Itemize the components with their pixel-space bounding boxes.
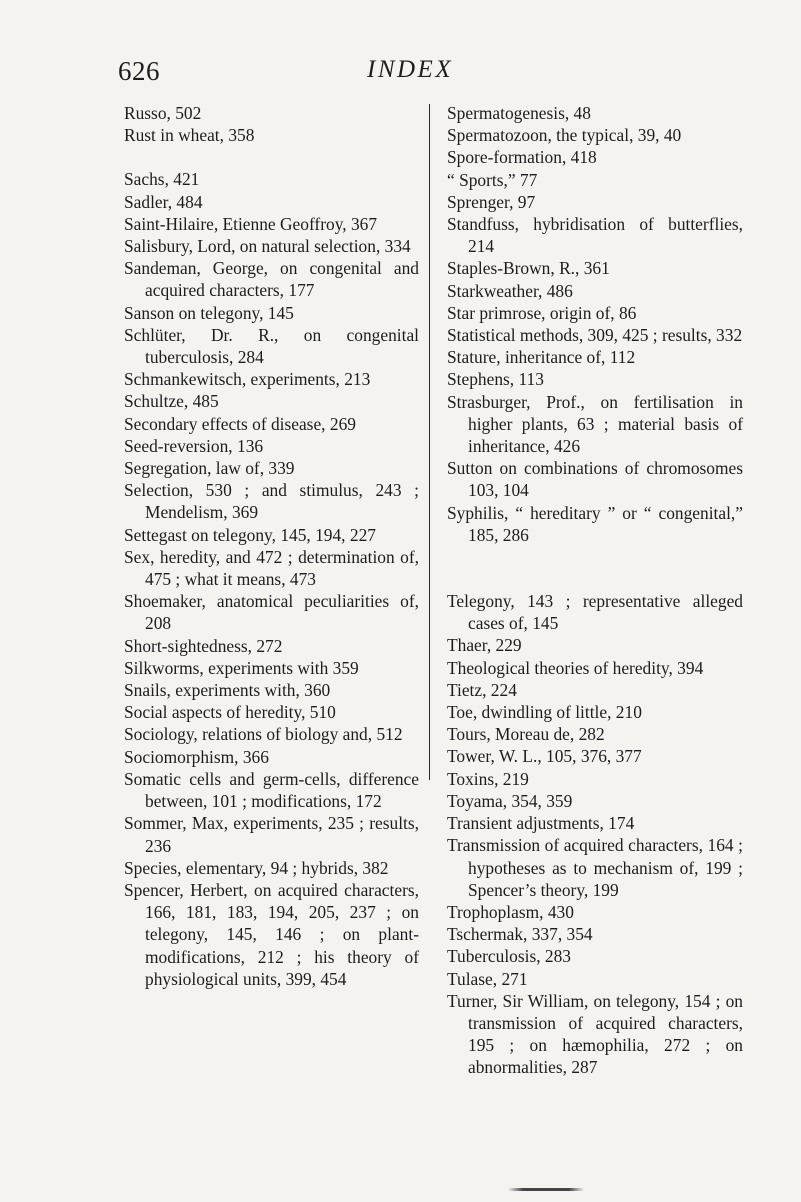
index-entry: Telegony, 143 ; representative alleged cases of, 145: [447, 591, 743, 634]
index-entry: Spermatozoon, the typical, 39, 40: [447, 125, 682, 146]
index-entry: Stephens, 113: [447, 369, 544, 390]
index-entry: Sadler, 484: [124, 191, 203, 212]
index-entry: Somatic cells and germ-cells, difference between, 101 ; modifications, 172: [124, 768, 419, 812]
index-entry: Starkweather, 486: [447, 280, 573, 301]
index-entry: Tulase, 271: [447, 968, 528, 989]
index-entry: Theological theories of heredity, 394: [447, 657, 704, 678]
index-entry: Secondary effects of disease, 269: [124, 413, 356, 434]
index-entry: Sandeman, George, on congenital and acquired characters, 177: [124, 258, 419, 301]
index-entry: Schlüter, Dr. R., on congenital tuberculosis, 284: [124, 324, 419, 368]
index-entry: Selection, 530 ; and stimulus, 243 ; Mendelism, 369: [124, 480, 419, 523]
index-entry: Tschermak, 337, 354: [447, 924, 593, 945]
index-entry: Social aspects of heredity, 510: [124, 702, 336, 723]
index-entry: Sex, heredity, and 472 ; determination of, 475 ; what it means, 473: [124, 546, 419, 590]
index-entry: Species, elementary, 94 ; hybrids, 382: [124, 857, 389, 878]
index-entry: Russo, 502: [124, 103, 202, 123]
index-entry: “ Sports,” 77: [447, 169, 538, 190]
index-entry: Stature, inheritance of, 112: [447, 347, 636, 368]
index-entry: Syphilis, “ hereditary ” or “ congenital,” 185, 286: [447, 502, 743, 545]
index-entry: Settegast on telegony, 145, 194, 227: [124, 524, 376, 545]
index-entry: Spencer, Herbert, on acquired characters, 166, 181, 183, 194, 205, 237 ; on telegony, 145, 146 ; on plant-modifications, 212 ; his theory of physiological units, 399, 454: [124, 879, 419, 989]
index-entry: Sociology, relations of biology and, 512: [124, 724, 403, 745]
page-number: 626: [118, 56, 160, 86]
index-entry: Sociomorphism, 366: [124, 746, 269, 767]
running-head: INDEX: [367, 56, 454, 83]
index-entry: Shoemaker, anatomical peculiarities of, 208: [124, 591, 419, 634]
index-entry: Tours, Moreau de, 282: [447, 724, 605, 745]
index-entry: Toyama, 354, 359: [447, 790, 573, 811]
index-entry: Tuberculosis, 283: [447, 946, 572, 967]
index-entry: Trophoplasm, 430: [447, 901, 574, 922]
index-entry: Short-sightedness, 272: [124, 635, 283, 656]
index-entry: Toxins, 219: [447, 768, 529, 789]
index-entry: Statistical methods, 309, 425 ; results, 332: [447, 325, 743, 346]
index-entry: Transmission of acquired characters, 164 ; hypotheses as to mechanism of, 199 ; Spencer’s theory, 199: [447, 835, 743, 900]
index-entry: Thaer, 229: [447, 635, 522, 656]
index-entry: Tower, W. L., 105, 376, 377: [447, 746, 642, 767]
index-entry: Sprenger, 97: [447, 191, 536, 212]
index-entry: Silkworms, experiments with 359: [124, 657, 359, 678]
index-entry: Segregation, law of, 339: [124, 458, 295, 479]
index-entry: Strasburger, Prof., on fertilisation in higher plants, 63 ; material basis of inheritance, 426: [447, 391, 743, 457]
index-entry: Sanson on telegony, 145: [124, 302, 294, 323]
index-entry: Sachs, 421: [124, 169, 200, 190]
printer-mark: [508, 1188, 584, 1191]
index-entry: Tietz, 224: [447, 679, 517, 700]
index-entry: Standfuss, hybridisation of butterflies, 214: [447, 214, 743, 257]
index-entry: Seed-reversion, 136: [124, 435, 264, 456]
index-entry: Spermatogenesis, 48: [447, 103, 591, 123]
page-header: [0, 56, 801, 96]
index-entry: Saint-Hilaire, Etienne Geoffroy, 367: [124, 213, 378, 234]
index-entry: Transient adjustments, 174: [447, 813, 635, 834]
index-entry: Star primrose, origin of, 86: [447, 302, 637, 323]
index-column-right: [447, 102, 743, 1079]
index-entry: Schmankewitsch, experiments, 213: [124, 369, 371, 390]
index-entry: Sommer, Max, experiments, 235 ; results, 236: [124, 813, 419, 856]
index-column-left: [124, 102, 419, 990]
index-entry: Spore-formation, 418: [447, 147, 597, 168]
index-entry: Snails, experiments with, 360: [124, 680, 331, 701]
index-entry: Staples-Brown, R., 361: [447, 258, 610, 279]
index-entry: Sutton on combinations of chromosomes 103, 104: [447, 458, 743, 501]
index-entry: Schultze, 485: [124, 391, 219, 412]
index-entry: Salisbury, Lord, on natural selection, 334: [124, 236, 411, 257]
index-entry: Turner, Sir William, on telegony, 154 ; on transmission of acquired characters, 195 ; on hæmophilia, 272 ; on abnormalities, 287: [447, 990, 743, 1078]
index-entry: Toe, dwindling of little, 210: [447, 702, 642, 723]
index-entry: Rust in wheat, 358: [124, 125, 255, 146]
column-divider: [429, 104, 430, 780]
